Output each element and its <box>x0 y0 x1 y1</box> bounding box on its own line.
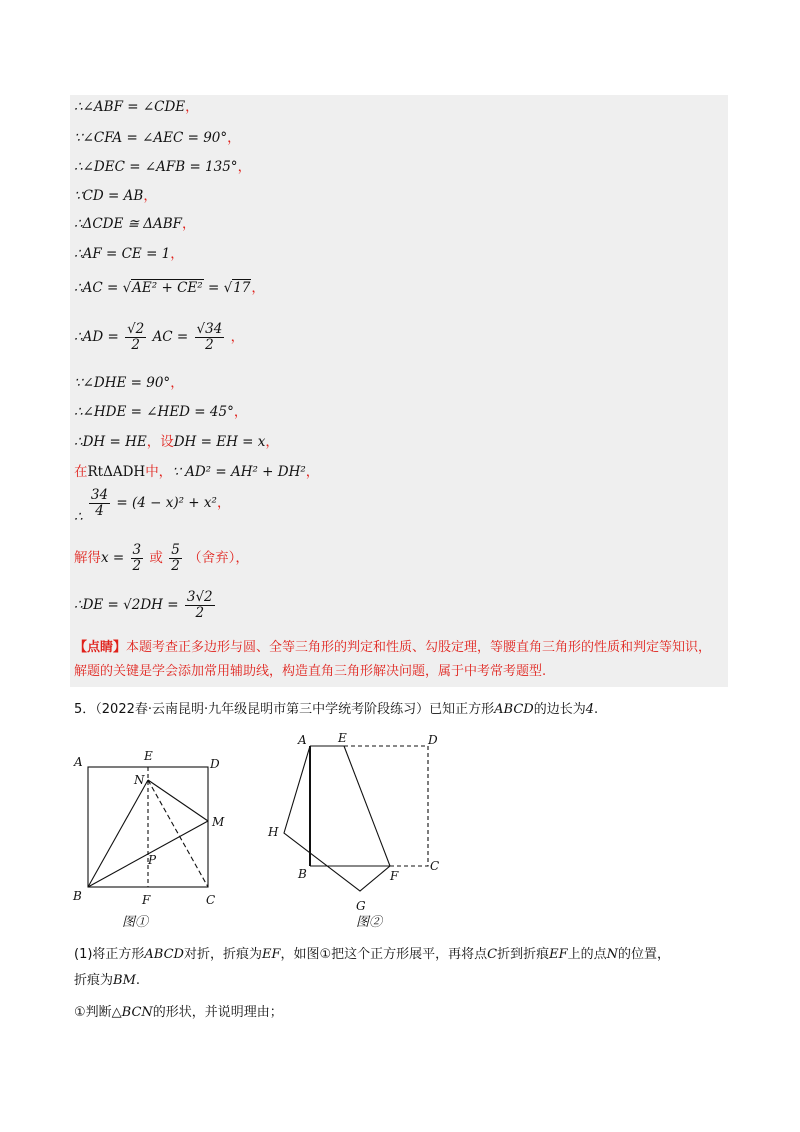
label-h: H <box>268 825 279 839</box>
solution-line: 在RtΔADH中，∵ AD² = AH² + DH²， <box>74 464 320 480</box>
segment-nm <box>148 780 208 821</box>
solution-line: ∵∠CFA = ∠AEC = 90°， <box>74 130 241 146</box>
figure-1-caption: 图① <box>122 915 149 930</box>
label-p: P <box>148 853 157 867</box>
label-b: B <box>298 867 307 881</box>
solve-line: 解得x = $\frac{3}{2}$ 或 $\frac{5}{2}$ （舍弃）， <box>74 542 249 574</box>
comment-text: 本题考查正多边形与圆、全等三角形的判定和性质、勾股定理，等腰直角三角形的性质和判定等知识，解题的关键是学会添加常用辅助线，构造直角三角形解决问题，属于中考常考题型. <box>74 640 712 679</box>
figure-2 <box>262 728 452 933</box>
solution-line: ∵∠DHE = 90°， <box>74 375 184 391</box>
figure-1 <box>70 740 240 940</box>
segment-nc <box>148 780 208 887</box>
de-line: ∴DE = √2DH = $\frac{3√2}{2}$ <box>74 589 213 621</box>
solution-line: ∴ΔCDE ≅ ΔABF， <box>74 216 196 232</box>
solution-line: ∵CD = AB， <box>74 188 157 204</box>
label-e: E <box>338 731 347 745</box>
label-a: A <box>298 733 307 747</box>
label-c: C <box>430 859 440 873</box>
label-d: D <box>428 733 438 747</box>
label-f: F <box>142 893 151 907</box>
dashed-edges <box>344 746 428 866</box>
label-n: N <box>134 773 145 787</box>
solution-line: ∴∠ABF = ∠CDE， <box>74 99 199 115</box>
label-b: B <box>73 889 82 903</box>
label-c: C <box>206 893 216 907</box>
label-a: A <box>74 755 83 769</box>
comment-tag: 【点睛】 <box>74 640 127 655</box>
part-1-text: (1)将正方形ABCD对折，折痕为EF，如图①把这个正方形展平，再将点C折到折痕EF上的点N的位置， 折痕为BM. <box>74 947 671 988</box>
comment-block <box>74 636 724 684</box>
label-g: G <box>356 899 366 913</box>
label-f: F <box>390 869 399 883</box>
segment-ef <box>344 746 390 866</box>
solution-line: ∴AF = CE = 1， <box>74 246 184 262</box>
solution-line: ∴∠HDE = ∠HED = 45°， <box>74 404 248 420</box>
sub-question-1: ①判断△BCN的形状，并说明理由； <box>74 1005 283 1020</box>
solution-line: ∴∠DEC = ∠AFB = 135°， <box>74 159 252 175</box>
label-e: E <box>144 749 153 763</box>
equation-line: ∴ $\frac{34}{4}$ = (4 − x)² + x²， <box>74 487 231 525</box>
label-m: M <box>212 815 225 829</box>
solution-line: ∴AC = √AE² + CE² = √17， <box>74 280 265 296</box>
problem-statement: 5．（2022春·云南昆明·九年级昆明市第三中学统考阶段练习）已知正方形ABCD的边长为4. <box>74 702 599 717</box>
solution-line: ∴DH = HE，设DH = EH = x， <box>74 434 279 450</box>
ad-line: ∴AD = $\frac{√2}{2}$ AC = $\frac{√34}{2}$ ， <box>74 321 245 353</box>
figure-2-caption: 图② <box>356 915 383 930</box>
label-d: D <box>210 757 220 771</box>
